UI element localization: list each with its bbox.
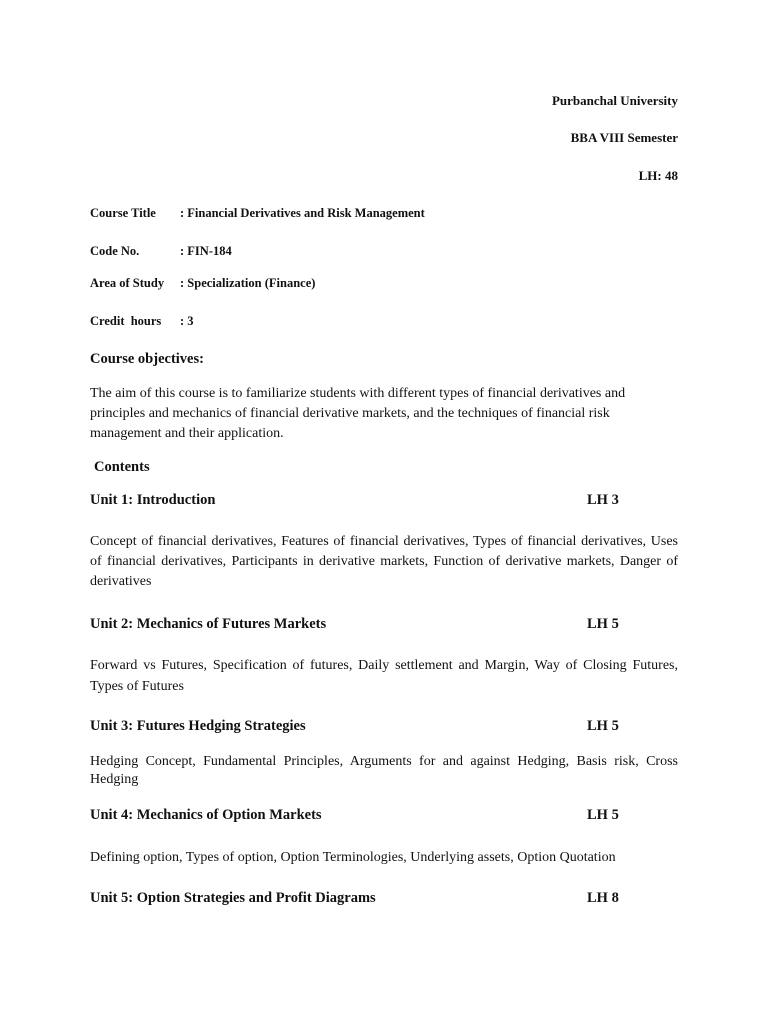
unit-5-lecture-hours: LH 8 — [587, 890, 619, 906]
unit-5-title: Unit 5: Option Strategies and Profit Diagrams — [90, 890, 376, 906]
area-of-study-label: Area of Study — [90, 276, 165, 290]
course-title-value: : Financial Derivatives and Risk Management — [180, 206, 425, 220]
unit-1-description: Concept of financial derivatives, Features of financial derivatives, Types of financial derivatives, Uses of financial derivatives, Participants in derivative markets, Function of derivative markets, Danger of derivatives — [90, 534, 678, 589]
unit-1-lecture-hours: LH 3 — [587, 492, 619, 508]
unit-3-lecture-hours: LH 5 — [587, 718, 619, 734]
unit-2-description: Forward vs Futures, Specification of futures, Daily settlement and Margin, Way of Closing Futures, Types of Futures — [90, 658, 678, 694]
university-name: Purbanchal University — [551, 93, 678, 108]
course-title-label: Course Title — [90, 206, 156, 220]
unit-4-lecture-hours: LH 5 — [587, 807, 619, 823]
unit-2-title: Unit 2: Mechanics of Futures Markets — [90, 616, 327, 632]
area-of-study-value: : Specialization (Finance) — [180, 276, 316, 290]
credit-hours-label: Credit hours — [90, 314, 162, 328]
unit-1-title: Unit 1: Introduction — [90, 492, 216, 508]
unit-4-description: Defining option, Types of option, Option Terminologies, Underlying assets, Option Quotation — [90, 850, 616, 865]
code-label: Code No. — [90, 244, 140, 258]
semester-label: BBA VIII Semester — [570, 130, 678, 145]
total-lecture-hours: LH: 48 — [638, 168, 678, 183]
unit-3-description: Hedging Concept, Fundamental Principles, Arguments for and against Hedging, Basis risk, Cross Hedging — [90, 754, 678, 787]
objectives-text: The aim of this course is to familiarize students with different types of financial derivatives and principles and mechanics of financial derivative markets, and the techniques of financial risk management and their application. — [90, 386, 626, 441]
contents-heading: Contents — [94, 459, 150, 475]
unit-4-title: Unit 4: Mechanics of Option Markets — [90, 807, 322, 823]
code-value: : FIN-184 — [180, 244, 232, 258]
objectives-heading: Course objectives: — [90, 351, 204, 367]
credit-hours-value: : 3 — [180, 314, 194, 328]
unit-3-title: Unit 3: Futures Hedging Strategies — [90, 718, 306, 734]
unit-2-lecture-hours: LH 5 — [587, 616, 619, 632]
